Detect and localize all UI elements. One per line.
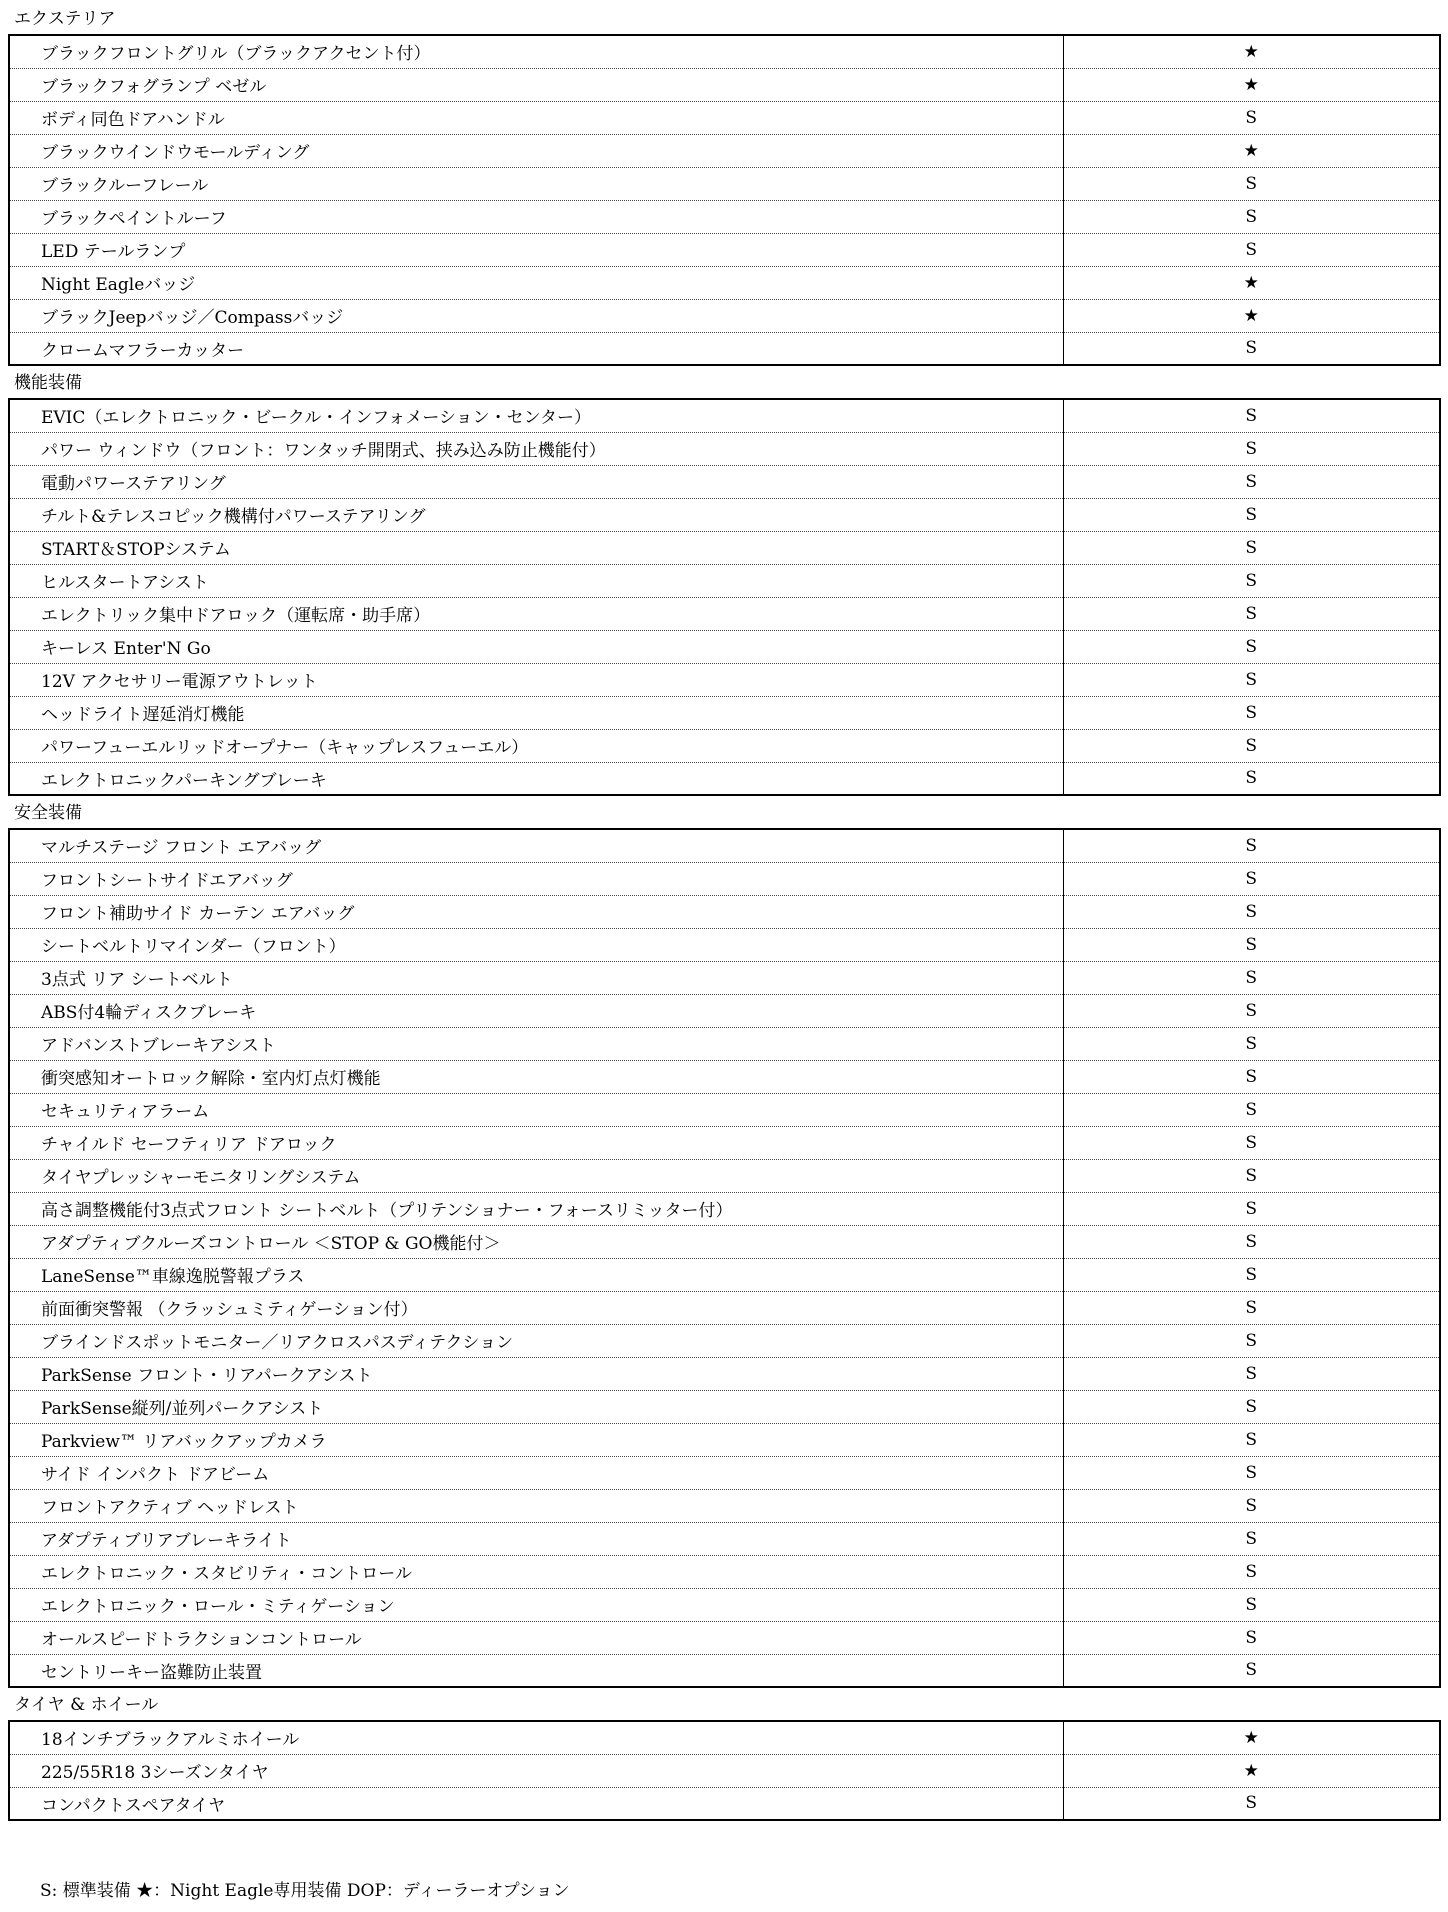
feature-availability: S	[1063, 531, 1440, 564]
feature-label: チャイルド セーフティリア ドアロック	[9, 1126, 1063, 1159]
feature-label: エレクトリック集中ドアロック（運転席・助手席）	[9, 597, 1063, 630]
feature-availability: ★	[1063, 1721, 1440, 1754]
table-row	[9, 1787, 1440, 1820]
feature-availability: S	[1063, 233, 1440, 266]
feature-label: ParkSense縦列/並列パークアシスト	[9, 1390, 1063, 1423]
feature-availability: S	[1063, 1423, 1440, 1456]
section-title: エクステリア	[14, 9, 116, 29]
table-row	[9, 1027, 1440, 1060]
feature-availability: S	[1063, 1456, 1440, 1489]
spec-table	[8, 828, 1441, 1688]
feature-label: ブラックペイントルーフ	[9, 200, 1063, 233]
table-row	[9, 266, 1440, 299]
feature-label: Parkview™ リアバックアップカメラ	[9, 1423, 1063, 1456]
feature-label: エレクトロニックパーキングブレーキ	[9, 762, 1063, 795]
table-row	[9, 1456, 1440, 1489]
table-row	[9, 299, 1440, 332]
feature-label: アドバンストブレーキアシスト	[9, 1027, 1063, 1060]
feature-availability: S	[1063, 597, 1440, 630]
table-row	[9, 1291, 1440, 1324]
table-row	[9, 465, 1440, 498]
feature-label: フロントシートサイドエアバッグ	[9, 862, 1063, 895]
table-row	[9, 1258, 1440, 1291]
feature-label: ブラックフォグランプ ベゼル	[9, 68, 1063, 101]
feature-availability: S	[1063, 1588, 1440, 1621]
feature-availability: S	[1063, 498, 1440, 531]
feature-label: 18インチブラックアルミホイール	[41, 1730, 300, 1751]
feature-availability: ★	[1063, 299, 1440, 332]
feature-availability: ★	[1063, 266, 1440, 299]
feature-label: エレクトロニック・ロール・ミティゲーション	[9, 1588, 1063, 1621]
table-row	[9, 1555, 1440, 1588]
feature-label: タイヤプレッシャーモニタリングシステム	[9, 1159, 1063, 1192]
table-row	[9, 1721, 1440, 1754]
feature-availability: ★	[1063, 35, 1440, 68]
feature-label: 3点式 リア シートベルト	[9, 961, 1063, 994]
table-row	[9, 1093, 1440, 1126]
table-row	[9, 1324, 1440, 1357]
feature-availability: ★	[1063, 134, 1440, 167]
section-title: タイヤ & ホイール	[14, 1695, 159, 1715]
feature-availability: S	[1063, 200, 1440, 233]
table-row	[9, 498, 1440, 531]
feature-label: サイド インパクト ドアビーム	[9, 1456, 1063, 1489]
table-row	[9, 895, 1440, 928]
table-row	[9, 1357, 1440, 1390]
feature-label: ボディ同色ドアハンドル	[9, 101, 1063, 134]
feature-label: ブラックフロントグリル（ブラックアクセント付）	[41, 44, 431, 65]
feature-availability: S	[1063, 101, 1440, 134]
table-row	[9, 1654, 1440, 1687]
table-row	[9, 597, 1440, 630]
table-row	[9, 399, 1440, 432]
feature-availability: ★	[1063, 68, 1440, 101]
table-row	[9, 1225, 1440, 1258]
table-row	[9, 630, 1440, 663]
table-row	[9, 332, 1440, 365]
feature-label: START＆STOPシステム	[9, 531, 1063, 564]
feature-label: 電動パワーステアリング	[9, 465, 1063, 498]
feature-label: フロントアクティブ ヘッドレスト	[9, 1489, 1063, 1522]
table-row	[9, 432, 1440, 465]
feature-availability: S	[1063, 564, 1440, 597]
feature-availability: S	[1063, 1390, 1440, 1423]
feature-label: クロームマフラーカッター	[9, 332, 1063, 365]
table-row	[9, 233, 1440, 266]
feature-availability: S	[1063, 1159, 1440, 1192]
feature-label: アダプティブリアブレーキライト	[9, 1522, 1063, 1555]
feature-availability: S	[1063, 1291, 1440, 1324]
feature-label: アダプティブクルーズコントロール ＜STOP & GO機能付＞	[9, 1225, 1063, 1258]
feature-availability: S	[1063, 862, 1440, 895]
feature-availability: S	[1063, 1621, 1440, 1654]
feature-availability: S	[1063, 399, 1440, 432]
table-row	[9, 1159, 1440, 1192]
feature-availability: S	[1063, 1787, 1440, 1820]
feature-label: ブラックJeepバッジ／Compassバッジ	[9, 299, 1063, 332]
feature-label: セントリーキー盗難防止装置	[9, 1654, 1063, 1687]
table-row	[9, 134, 1440, 167]
feature-label: 前面衝突警報 （クラッシュミティゲーション付）	[9, 1291, 1063, 1324]
table-row	[9, 729, 1440, 762]
feature-label: パワーフューエルリッドオープナー（キャップレスフューエル）	[9, 729, 1063, 762]
feature-label: ParkSense フロント・リアパークアシスト	[9, 1357, 1063, 1390]
feature-label: 225/55R18 3シーズンタイヤ	[9, 1754, 1063, 1787]
feature-availability: S	[1063, 895, 1440, 928]
table-row	[9, 961, 1440, 994]
feature-availability: S	[1063, 994, 1440, 1027]
feature-label: チルト&テレスコピック機構付パワーステアリング	[9, 498, 1063, 531]
feature-label: 高さ調整機能付3点式フロント シートベルト（プリテンショナー・フォースリミッター付）	[9, 1192, 1063, 1225]
table-row	[9, 663, 1440, 696]
feature-availability: ★	[1063, 1754, 1440, 1787]
feature-availability: S	[1063, 167, 1440, 200]
feature-label: ブラックウインドウモールディング	[9, 134, 1063, 167]
table-row	[9, 35, 1440, 68]
feature-label: セキュリティアラーム	[9, 1093, 1063, 1126]
feature-availability: S	[1063, 1060, 1440, 1093]
table-row	[9, 1192, 1440, 1225]
feature-availability: S	[1063, 1555, 1440, 1588]
section-title: 機能装備	[14, 373, 82, 393]
feature-label: コンパクトスペアタイヤ	[9, 1787, 1063, 1820]
table-row	[9, 200, 1440, 233]
table-row	[9, 994, 1440, 1027]
table-row	[9, 68, 1440, 101]
feature-availability: S	[1063, 465, 1440, 498]
feature-label: LaneSense™車線逸脱警報プラス	[9, 1258, 1063, 1291]
spec-table	[8, 398, 1441, 796]
feature-label: フロント補助サイド カーテン エアバッグ	[9, 895, 1063, 928]
table-row	[9, 101, 1440, 134]
feature-availability: S	[1063, 829, 1440, 862]
table-row	[9, 167, 1440, 200]
table-row	[9, 1390, 1440, 1423]
feature-availability: S	[1063, 663, 1440, 696]
feature-availability: S	[1063, 1324, 1440, 1357]
feature-label: Night Eagleバッジ	[9, 266, 1063, 299]
table-row	[9, 1489, 1440, 1522]
table-row	[9, 1522, 1440, 1555]
table-row	[9, 531, 1440, 564]
feature-label: マルチステージ フロント エアバッグ	[41, 838, 322, 859]
table-row	[9, 928, 1440, 961]
table-row	[9, 1423, 1440, 1456]
feature-availability: S	[1063, 1489, 1440, 1522]
feature-availability: S	[1063, 1225, 1440, 1258]
feature-availability: S	[1063, 961, 1440, 994]
feature-availability: S	[1063, 332, 1440, 365]
feature-availability: S	[1063, 928, 1440, 961]
feature-label: 衝突感知オートロック解除・室内灯点灯機能	[9, 1060, 1063, 1093]
feature-label: ブラックルーフレール	[9, 167, 1063, 200]
table-row	[9, 762, 1440, 795]
spec-table	[8, 1720, 1441, 1821]
feature-availability: S	[1063, 1258, 1440, 1291]
table-row	[9, 1126, 1440, 1159]
feature-label: シートベルトリマインダー（フロント）	[9, 928, 1063, 961]
feature-label: ヘッドライト遅延消灯機能	[9, 696, 1063, 729]
feature-label: ABS付4輪ディスクブレーキ	[9, 994, 1063, 1027]
table-row	[9, 1621, 1440, 1654]
feature-label: ブラインドスポットモニター／リアクロスパスディテクション	[9, 1324, 1063, 1357]
feature-label: ヒルスタートアシスト	[9, 564, 1063, 597]
feature-availability: S	[1063, 762, 1440, 795]
feature-availability: S	[1063, 1654, 1440, 1687]
spec-table	[8, 34, 1441, 366]
feature-availability: S	[1063, 1357, 1440, 1390]
feature-availability: S	[1063, 1192, 1440, 1225]
feature-availability: S	[1063, 696, 1440, 729]
table-row	[9, 829, 1440, 862]
feature-label: オールスピードトラクションコントロール	[9, 1621, 1063, 1654]
feature-availability: S	[1063, 630, 1440, 663]
feature-label: エレクトロニック・スタビリティ・コントロール	[9, 1555, 1063, 1588]
feature-label: パワー ウィンドウ（フロント：ワンタッチ開閉式、挟み込み防止機能付）	[9, 432, 1063, 465]
feature-availability: S	[1063, 1126, 1440, 1159]
table-row	[9, 696, 1440, 729]
feature-availability: S	[1063, 1522, 1440, 1555]
feature-availability: S	[1063, 1093, 1440, 1126]
footnote: S: 標準装備 ★：Night Eagle専用装備 DOP：ディーラーオプション	[40, 1881, 570, 1901]
section-title: 安全装備	[14, 803, 82, 823]
table-row	[9, 1754, 1440, 1787]
feature-label: EVIC（エレクトロニック・ビークル・インフォメーション・センター）	[41, 408, 591, 429]
feature-label: キーレス Enter'N Go	[9, 630, 1063, 663]
table-row	[9, 1060, 1440, 1093]
feature-availability: S	[1063, 729, 1440, 762]
table-row	[9, 1588, 1440, 1621]
feature-availability: S	[1063, 1027, 1440, 1060]
feature-label: LED テールランプ	[9, 233, 1063, 266]
table-row	[9, 564, 1440, 597]
feature-availability: S	[1063, 432, 1440, 465]
feature-label: 12V アクセサリー電源アウトレット	[9, 663, 1063, 696]
table-row	[9, 862, 1440, 895]
